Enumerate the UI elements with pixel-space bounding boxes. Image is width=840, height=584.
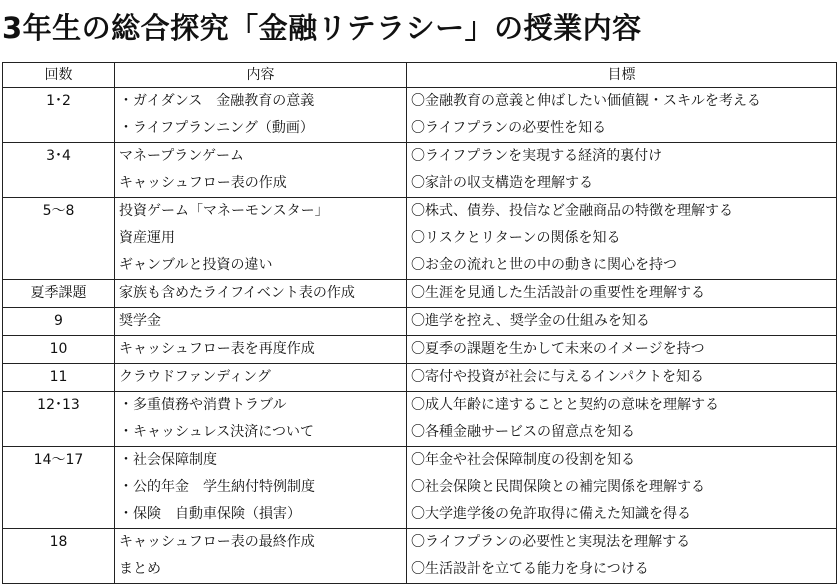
content-line: ・キャッシュレス決済について bbox=[119, 424, 315, 440]
session-number: 3･4 bbox=[46, 148, 71, 164]
page-title: 3年生の総合探究「金融リテラシー」の授業内容 bbox=[2, 11, 642, 45]
content-line: 家族も含めたライフイベント表の作成 bbox=[119, 285, 355, 301]
goal-cell bbox=[407, 392, 837, 447]
goal-line: 〇ライフプランを実現する経済的裏付け bbox=[411, 148, 663, 164]
session-number: 9 bbox=[54, 313, 63, 329]
session-number: 12･13 bbox=[37, 397, 80, 413]
goal-line: 〇成人年齢に達することと契約の意味を理解する bbox=[411, 397, 719, 413]
goal-line: 〇株式、債券、投信など金融商品の特徴を理解する bbox=[411, 203, 733, 219]
header-goal: 目標 bbox=[407, 63, 837, 88]
goal-line: 〇年金や社会保障制度の役割を知る bbox=[411, 452, 635, 468]
session-cell bbox=[3, 447, 115, 529]
header-content: 内容 bbox=[115, 63, 407, 88]
lesson-plan-table bbox=[2, 62, 837, 584]
table-row bbox=[3, 88, 837, 143]
content-line: ・多重債務や消費トラブル bbox=[119, 397, 287, 413]
goal-line: 〇リスクとリターンの関係を知る bbox=[411, 230, 621, 246]
goal-cell bbox=[407, 88, 837, 143]
table-row bbox=[3, 392, 837, 447]
session-cell bbox=[3, 529, 115, 584]
session-number: 18 bbox=[49, 534, 68, 550]
table-row bbox=[3, 198, 837, 280]
goal-line: 〇ライフプランの必要性を知る bbox=[411, 120, 607, 136]
content-line: ・ガイダンス 金融教育の意義 bbox=[119, 93, 315, 109]
goal-cell bbox=[407, 308, 837, 336]
content-cell bbox=[115, 88, 407, 143]
table-header-row bbox=[3, 63, 837, 88]
content-line: ・保険 自動車保険（損害） bbox=[119, 506, 301, 522]
content-line: ・社会保障制度 bbox=[119, 452, 217, 468]
goal-cell bbox=[407, 364, 837, 392]
content-cell bbox=[115, 280, 407, 308]
header-session: 回数 bbox=[3, 63, 115, 88]
session-number: 14～17 bbox=[33, 452, 84, 468]
content-line: まとめ bbox=[119, 561, 161, 577]
content-cell bbox=[115, 529, 407, 584]
session-cell bbox=[3, 336, 115, 364]
session-number: 10 bbox=[49, 341, 68, 357]
goal-cell bbox=[407, 447, 837, 529]
table-row bbox=[3, 336, 837, 364]
table-row bbox=[3, 280, 837, 308]
content-cell bbox=[115, 447, 407, 529]
content-line: キャッシュフロー表の最終作成 bbox=[119, 534, 315, 550]
session-cell bbox=[3, 88, 115, 143]
content-cell bbox=[115, 392, 407, 447]
goal-line: 〇ライフプランの必要性と実現法を理解する bbox=[411, 534, 691, 550]
session-cell bbox=[3, 198, 115, 280]
goal-cell bbox=[407, 529, 837, 584]
goal-cell bbox=[407, 336, 837, 364]
session-cell bbox=[3, 308, 115, 336]
content-line: キャッシュフロー表を再度作成 bbox=[119, 341, 315, 357]
session-number: 夏季課題 bbox=[30, 285, 87, 301]
table-row bbox=[3, 447, 837, 529]
session-number: 11 bbox=[49, 369, 68, 385]
session-cell bbox=[3, 392, 115, 447]
goal-line: 〇お金の流れと世の中の動きに関心を持つ bbox=[411, 257, 677, 273]
goal-cell bbox=[407, 143, 837, 198]
content-cell bbox=[115, 308, 407, 336]
goal-line: 〇寄付や投資が社会に与えるインパクトを知る bbox=[411, 369, 705, 385]
content-line: ・公的年金 学生納付特例制度 bbox=[119, 479, 315, 495]
session-number: 5～8 bbox=[42, 203, 75, 219]
content-cell bbox=[115, 143, 407, 198]
goal-line: 〇家計の収支構造を理解する bbox=[411, 175, 593, 191]
session-number: 1･2 bbox=[46, 93, 71, 109]
goal-line: 〇各種金融サービスの留意点を知る bbox=[411, 424, 635, 440]
goal-line: 〇社会保険と民間保険との補完関係を理解する bbox=[411, 479, 705, 495]
goal-line: 〇大学進学後の免許取得に備えた知識を得る bbox=[411, 506, 691, 522]
table-row bbox=[3, 364, 837, 392]
table-row bbox=[3, 143, 837, 198]
session-cell bbox=[3, 364, 115, 392]
content-cell bbox=[115, 198, 407, 280]
goal-line: 〇生活設計を立てる能力を身につける bbox=[411, 561, 649, 577]
session-cell bbox=[3, 143, 115, 198]
goal-line: 〇夏季の課題を生かして未来のイメージを持つ bbox=[411, 341, 705, 357]
goal-line: 〇生涯を見通した生活設計の重要性を理解する bbox=[411, 285, 705, 301]
goal-line: 〇進学を控え、奨学金の仕組みを知る bbox=[411, 313, 650, 329]
content-line: キャッシュフロー表の作成 bbox=[119, 175, 287, 191]
goal-cell bbox=[407, 198, 837, 280]
goal-cell bbox=[407, 280, 837, 308]
content-cell bbox=[115, 336, 407, 364]
content-line: ・ライフプランニング（動画） bbox=[119, 120, 314, 136]
content-line: 奨学金 bbox=[119, 313, 161, 329]
table-row bbox=[3, 529, 837, 584]
content-line: クラウドファンディング bbox=[119, 369, 271, 385]
content-line: ギャンブルと投資の違い bbox=[119, 257, 273, 273]
content-line: 資産運用 bbox=[119, 230, 175, 246]
session-cell bbox=[3, 280, 115, 308]
content-line: 投資ゲーム「マネーモンスター」 bbox=[119, 203, 329, 219]
content-line: マネープランゲーム bbox=[119, 148, 245, 164]
goal-line: 〇金融教育の意義と伸ばしたい価値観・スキルを考える bbox=[411, 93, 761, 109]
content-cell bbox=[115, 364, 407, 392]
table-row bbox=[3, 308, 837, 336]
